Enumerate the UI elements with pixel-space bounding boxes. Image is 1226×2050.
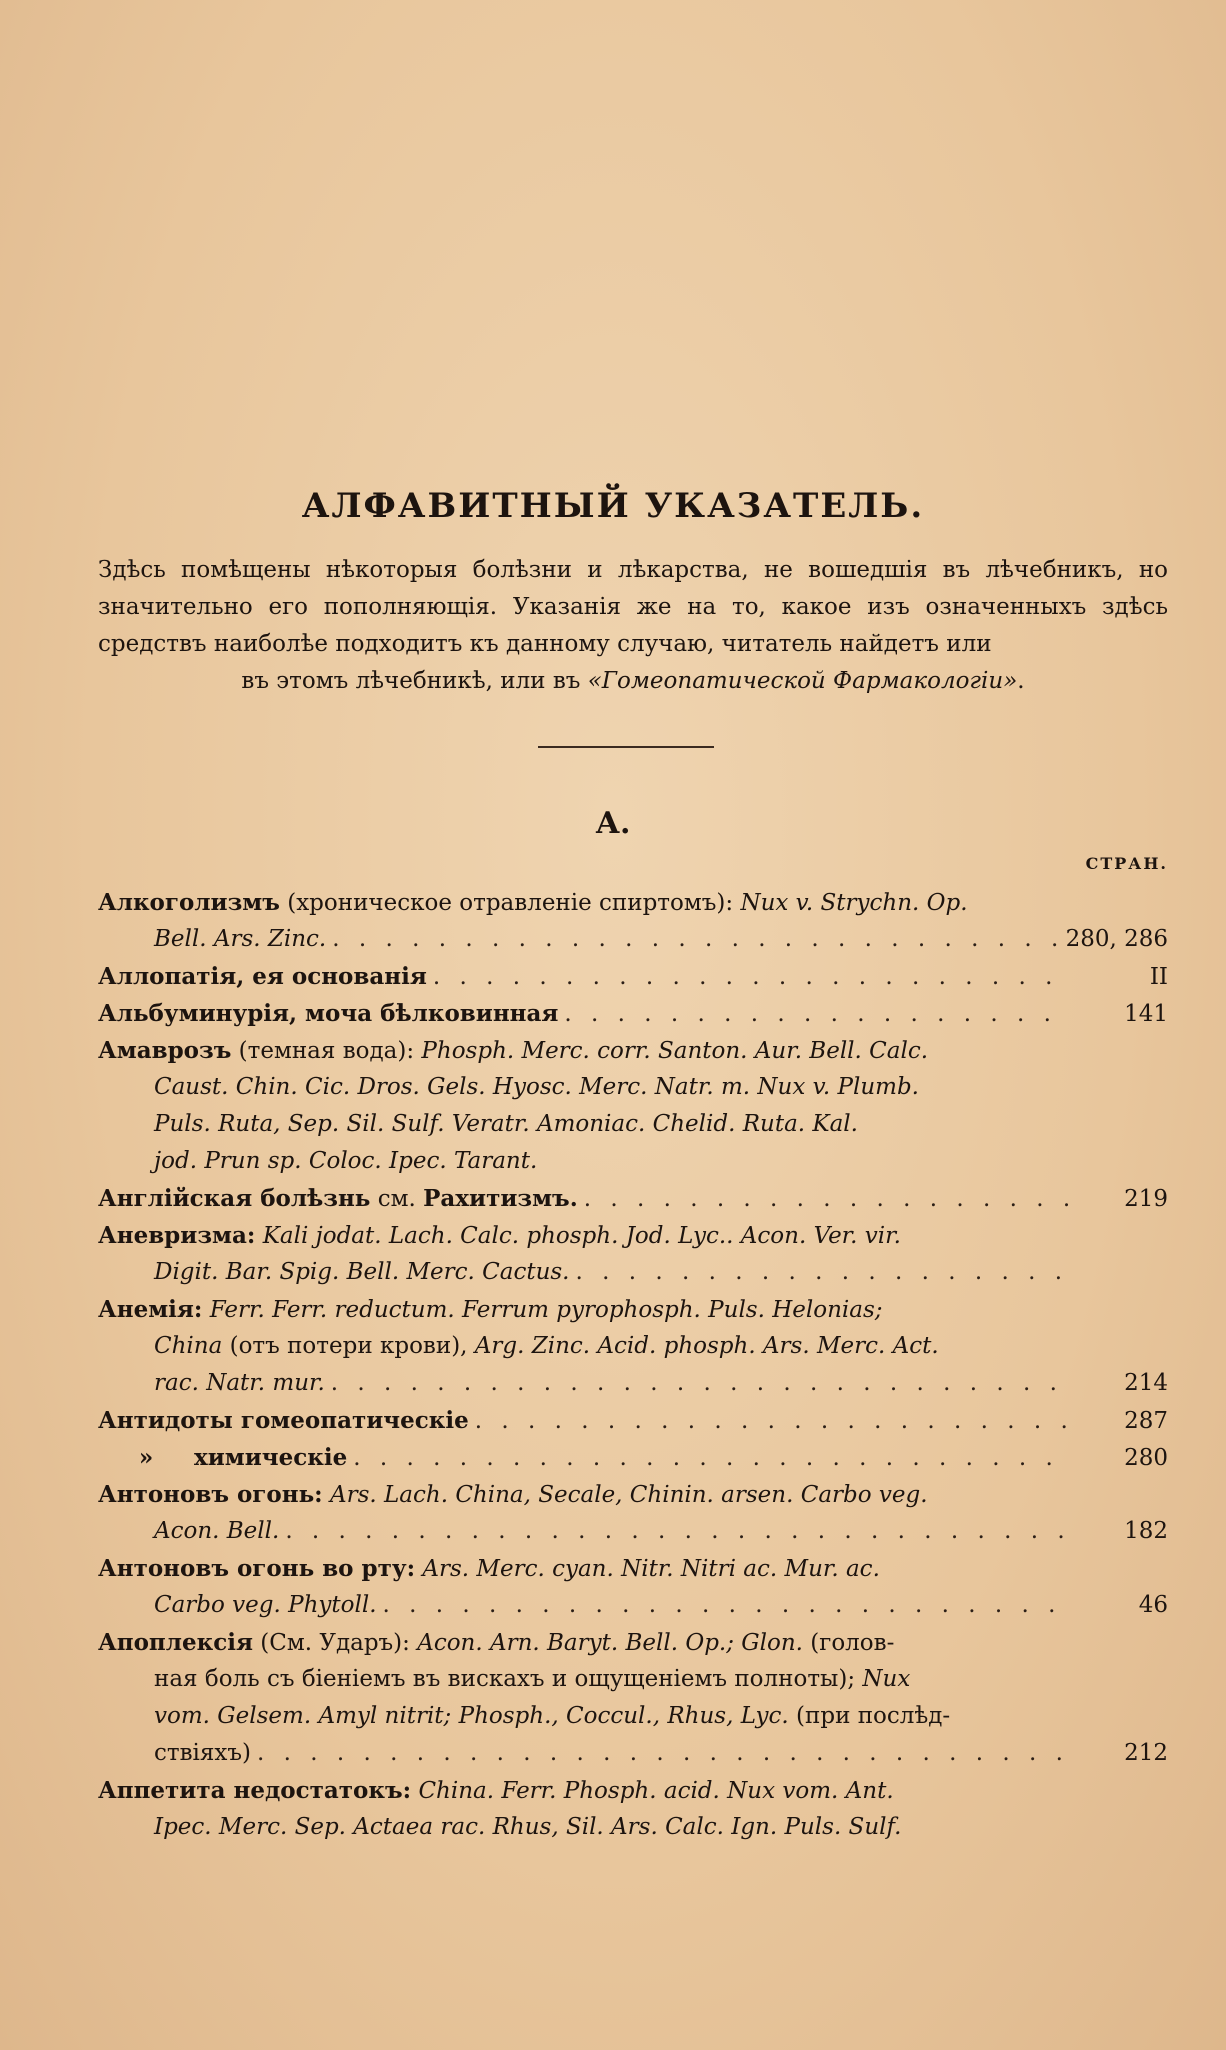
entry-line-text [154, 1254, 570, 1291]
entry-line [98, 1143, 1168, 1180]
page-number: 287 [1124, 1408, 1168, 1434]
entry-line-text [154, 1365, 325, 1402]
entry-text: (голов- [803, 1630, 895, 1656]
remedy-list: rac. Natr. mur. [154, 1370, 325, 1396]
entry-line [98, 1550, 1168, 1587]
intro-paragraph [98, 552, 1168, 700]
remedy-list: Ars. Lach. China, Secale, Chinin. arsen. Carbo veg. [330, 1482, 928, 1508]
entry-line [98, 995, 1168, 1032]
index-entry [98, 1291, 1168, 1402]
entry-line-text [154, 1111, 858, 1137]
index-entry [98, 1550, 1168, 1624]
remedy-list: Ars. Merc. cyan. Nitr. Nitri ac. Mur. ac. [422, 1556, 880, 1582]
entry-line [98, 1698, 1168, 1735]
entry-term: Алкоголизмъ [98, 889, 280, 916]
entry-line-text [98, 1778, 894, 1804]
entry-term: Анемія: [98, 1296, 203, 1323]
remedy-list: Kali jodat. Lach. Calc. phosph. Jod. Lyc.. Acon. Ver. vir. [262, 1223, 901, 1249]
entry-text [323, 1482, 330, 1508]
entry-line-text [98, 1038, 928, 1064]
remedy-list: China. Ferr. Phosph. acid. Nux vom. Ant. [418, 1778, 894, 1804]
entry-term: Амаврозъ [98, 1037, 232, 1064]
entry-line-text [154, 1513, 279, 1550]
page-number: 214 [1124, 1370, 1168, 1396]
entry-line [98, 1217, 1168, 1254]
page-number: 182 [1124, 1518, 1168, 1544]
entry-cross-reference: химическіе [194, 1444, 348, 1471]
entry-text: (темная вода): [231, 1038, 422, 1064]
index-entry [98, 1772, 1168, 1846]
entry-text: ствіяхъ) [154, 1740, 251, 1766]
entry-line-text [98, 995, 558, 1033]
entry-line-text [154, 1333, 939, 1359]
entry-line [98, 1587, 1168, 1624]
entry-line-text [154, 1703, 950, 1729]
entry-line [98, 1032, 1168, 1069]
dot-leader [332, 921, 1059, 958]
index-entry [98, 1439, 1168, 1476]
remedy-list: Ferr. Ferr. reductum. Ferrum pyrophosph. Puls. Helonias; [209, 1297, 883, 1323]
intro-last-suffix: . [1017, 668, 1025, 694]
entry-term: Антоновъ огонь: [98, 1481, 323, 1508]
entry-line [98, 1402, 1168, 1439]
remedy-list: Puls. Ruta, Sep. Sil. Sulf. Veratr. Amoniac. Chelid. Ruta. Kal. [154, 1111, 858, 1137]
entry-text: (при послѣд- [788, 1703, 951, 1729]
entry-text [255, 1223, 262, 1249]
page-number: 141 [1124, 1001, 1168, 1027]
page-number: 280, 286 [1065, 926, 1168, 952]
page-number: 46 [1138, 1592, 1168, 1618]
entry-line [98, 1069, 1168, 1106]
entry-line-text [98, 1297, 883, 1323]
intro-last-prefix: въ этомъ лѣчебникѣ, или въ [241, 668, 588, 694]
index-entry [98, 1217, 1168, 1291]
entry-line-text [98, 890, 968, 916]
entry-line-text [98, 1223, 901, 1249]
index-entry [98, 1402, 1168, 1439]
entry-line [98, 1476, 1168, 1513]
entry-term: Аппетита недостатокъ: [98, 1777, 412, 1804]
entry-term: Аневризма: [98, 1222, 256, 1249]
remedy-list: Caust. Chin. Cic. Dros. Gels. Hyosc. Merc. Natr. m. Nux v. Plumb. [154, 1074, 919, 1100]
entry-line-text [154, 1814, 902, 1840]
remedy-list: Ipec. Merc. Sep. Actaea rac. Rhus, Sil. Ars. Calc. Ign. Puls. Sulf. [154, 1814, 902, 1840]
entry-line-text [154, 1148, 537, 1174]
entry-line-text [98, 1482, 928, 1508]
entry-line [98, 1106, 1168, 1143]
page-number: II [1149, 964, 1168, 990]
entry-line [98, 1735, 1168, 1772]
page-number: 212 [1124, 1740, 1168, 1766]
entry-text: ная боль съ біеніемъ въ вискахъ и ощущеніемъ полноты); [154, 1666, 863, 1692]
dot-leader [285, 1513, 1072, 1550]
entry-term: Аллопатія, ея основанія [98, 963, 427, 990]
section-divider [538, 746, 714, 748]
remedy-list: Acon. Arn. Baryt. Bell. Op.; Glon. [417, 1630, 803, 1656]
intro-body: Здѣсь помѣщены нѣкоторыя болѣзни и лѣкарства, не вошедшія въ лѣчебникъ, но значительно его пополняющія. Указанія же на то, какое изъ означенныхъ здѣсь средствъ наиболѣе подходитъ къ данному случаю, читатель найдетъ или [98, 557, 1168, 657]
remedy-list: vom. Gelsem. Amyl nitrit; Phosph., Coccul., Rhus, Lyc. [154, 1703, 789, 1729]
dot-leader [331, 1365, 1072, 1402]
page-column-header: СТРАН. [1085, 854, 1168, 873]
remedy-list: Phosph. Merc. corr. Santon. Aur. Bell. Calc. [421, 1038, 929, 1064]
entry-term: Англійская болѣзнь [98, 1185, 371, 1212]
entry-line [98, 958, 1168, 995]
entry-line [98, 1809, 1168, 1846]
entry-line-text [98, 958, 427, 996]
dot-leader [257, 1735, 1072, 1772]
section-letter: А. [595, 806, 631, 841]
entry-line [98, 1661, 1168, 1698]
entry-text [202, 1297, 209, 1323]
entry-line-text [154, 1587, 377, 1624]
entry-term: Антоновъ огонь во рту: [98, 1555, 416, 1582]
entry-term: Антидоты гомеопатическіе [98, 1407, 469, 1434]
entry-cross-reference: Рахитизмъ. [423, 1185, 578, 1212]
dot-leader [353, 1440, 1072, 1477]
entry-line [98, 1328, 1168, 1365]
dot-leader [564, 996, 1072, 1033]
intro-book-title: «Гомеопатической Фармакологіи» [587, 668, 1018, 694]
entry-line [98, 1513, 1168, 1550]
entry-line-text [98, 1439, 347, 1477]
page-number: 280 [1124, 1445, 1168, 1471]
entry-text: (хроническое отравленіе спиртомъ): [279, 890, 741, 916]
entry-line [98, 1772, 1168, 1809]
entry-line-text [98, 1630, 894, 1656]
entry-line-text [98, 1556, 880, 1582]
page-number: 219 [1124, 1186, 1168, 1212]
entry-text: см. [370, 1186, 424, 1212]
remedy-list: Arg. Zinc. Acid. phosph. Ars. Merc. Act. [474, 1333, 939, 1359]
index-entry [98, 884, 1168, 958]
dot-leader [475, 1403, 1072, 1440]
remedy-list: Carbo veg. Phytoll. [154, 1592, 377, 1618]
entry-text: (См. Ударъ): [252, 1630, 418, 1656]
index-title: АЛФАВИТНЫЙ УКАЗАТЕЛЬ. [301, 486, 925, 526]
entry-line [98, 1254, 1168, 1291]
index-entry [98, 1180, 1168, 1217]
index-entry [98, 1032, 1168, 1180]
intro-last-line [98, 663, 1168, 700]
dot-leader [584, 1181, 1072, 1218]
dot-leader [433, 959, 1072, 996]
entry-line-text [154, 1735, 251, 1772]
entry-line-text [154, 1074, 919, 1100]
entry-line-text [98, 1180, 578, 1218]
remedy-list: Digit. Bar. Spig. Bell. Merc. Cactus. [154, 1259, 570, 1285]
entry-line [98, 1291, 1168, 1328]
entry-line [98, 1624, 1168, 1661]
entry-term: Альбуминурія, моча бѣлковинная [98, 1000, 559, 1027]
remedy-list: Nux v. Strychn. Op. [740, 890, 968, 916]
index-entry [98, 1476, 1168, 1550]
remedy-list: Acon. Bell. [154, 1518, 280, 1544]
ditto-mark: » [138, 1444, 154, 1471]
remedy-list: Bell. Ars. Zinc. [154, 926, 327, 952]
dot-leader [576, 1254, 1073, 1291]
index-entry [98, 995, 1168, 1032]
index-entry [98, 958, 1168, 995]
entry-line-text [154, 1666, 910, 1692]
remedy-list: China [154, 1333, 223, 1359]
entry-line [98, 1365, 1168, 1402]
remedy-list: jod. Prun sp. Coloc. Ipec. Tarant. [154, 1148, 538, 1174]
entry-line [98, 884, 1168, 921]
entry-line [98, 921, 1168, 958]
entry-line [98, 1180, 1168, 1217]
dot-leader [383, 1587, 1072, 1624]
entry-line-text [154, 921, 326, 958]
entry-line-text [98, 1402, 469, 1440]
entry-term: Апоплексія [98, 1629, 253, 1656]
index-entries [98, 884, 1168, 1846]
remedy-list: Nux [862, 1666, 911, 1692]
index-entry [98, 1624, 1168, 1772]
entry-line [98, 1439, 1168, 1476]
entry-text: (отъ потери крови), [222, 1333, 475, 1359]
